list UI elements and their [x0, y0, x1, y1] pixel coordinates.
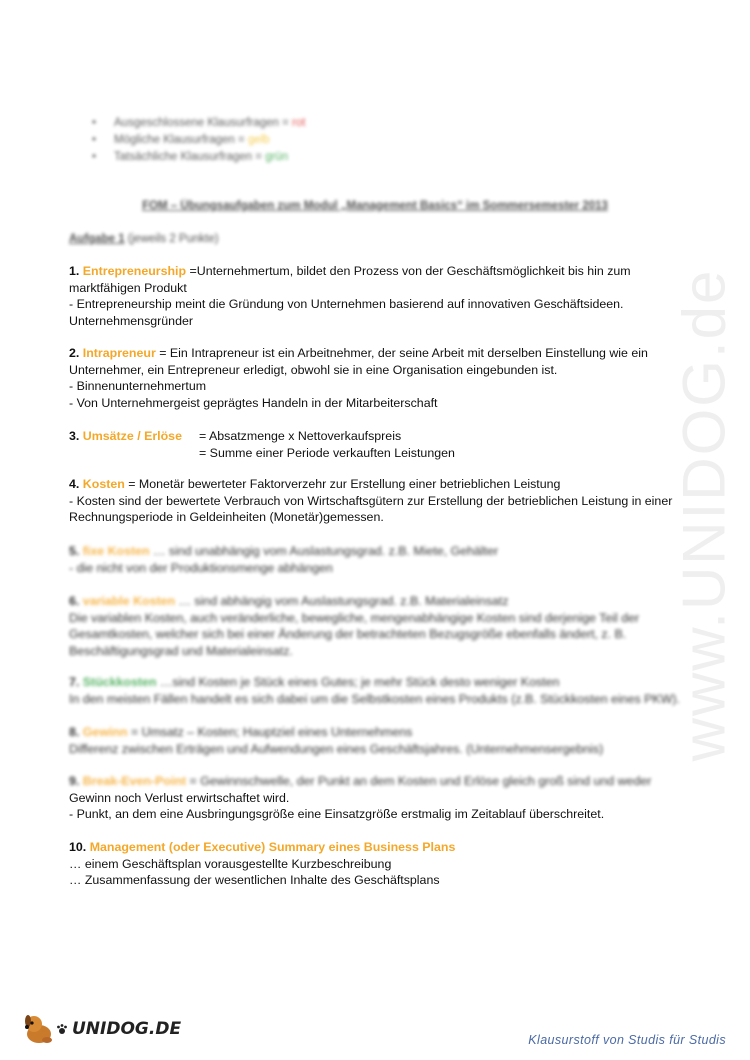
paw-icon [56, 1023, 68, 1035]
question-number: 6. [69, 594, 80, 608]
question-10 [69, 839, 689, 889]
question-term: Break-Even-Point [82, 774, 187, 788]
legend-color-word: rot [292, 117, 306, 129]
legend-label: Ausgeschlossene Klausurfragen = [114, 117, 293, 129]
legend-label: Tatsächliche Klausurfragen = [114, 151, 266, 163]
logo-text: UNIDOG.DE [72, 1018, 182, 1039]
answer-line: … Zusammenfassung der wesentlichen Inhalte des Geschäftsplans [69, 873, 440, 888]
legend-label: Mögliche Klausurfragen = [114, 134, 248, 146]
legend-item [92, 132, 305, 149]
answer-line: Unternehmensgründer [69, 313, 193, 328]
question-number: 9. [69, 774, 80, 788]
answer-line: …sind Kosten je Stück eines Gutes; je mehr Stück desto weniger Kosten [156, 675, 560, 689]
answer-line: marktfähigen Produkt [69, 280, 187, 295]
question-number: 4. [69, 477, 80, 491]
question-9 [69, 773, 689, 823]
answer-line: … einem Geschäftsplan vorausgestellte Kurzbeschreibung [69, 856, 392, 871]
answer-line: Unternehmer, ein Entrepreneur erledigt, obwohl sie in eine Organisation eingebunden ist. [69, 362, 558, 377]
answer-line: = Gewinnschwelle, der Punkt an dem Kosten und Erlöse gleich groß sind und weder [186, 774, 652, 788]
task-points: (jeweils 2 Punkte) [124, 233, 219, 245]
question-term: Entrepreneurship [82, 264, 187, 278]
legend-color-word: grün [265, 151, 289, 163]
answer-line: =Unternehmertum, bildet den Prozess von der Geschäftsmöglichkeit bis hin zum [186, 264, 631, 278]
question-8 [69, 724, 689, 757]
question-term: Gewinn [82, 725, 128, 739]
dog-icon [22, 1012, 56, 1046]
question-term: Management (oder Executive) Summary eines Business Plans [89, 840, 456, 854]
question-5 [69, 543, 689, 576]
answer-line: = Umsatz – Kosten; Hauptziel eines Unternehmens [127, 725, 413, 739]
footer-tagline: Klausurstoff von Studis für Studis [528, 1033, 726, 1047]
question-term: Intrapreneur [82, 346, 156, 360]
question-number: 3. [69, 429, 80, 443]
legend-item [92, 115, 305, 132]
bullet-icon: • [92, 134, 97, 146]
answer-line: Beschäftigungsgrad und Materialeinsatz. [69, 643, 293, 658]
unidog-logo [22, 1012, 181, 1046]
answer-line: Rechnungsperiode in Geldeinheiten (Monetär)gemessen. [69, 510, 384, 525]
question-number: 2. [69, 346, 80, 360]
watermark-text: www.UNIDOG.de [670, 268, 738, 762]
page-heading: FOM – Übungsaufgaben zum Modul „Management Basics“ im Sommersemester 2013 [142, 200, 608, 212]
question-2 [69, 345, 689, 411]
answer-line: - die nicht von der Produktionsmenge abhängen [69, 560, 333, 575]
task-label: Aufgabe 1 [69, 233, 125, 245]
question-3 [69, 428, 689, 461]
question-4 [69, 476, 689, 526]
legend-color-word: gelb [247, 134, 270, 146]
question-term: Kosten [82, 477, 125, 491]
question-term: Stückkosten [82, 675, 157, 689]
answer-line: - Binnenunternehmertum [69, 379, 207, 394]
task-title [69, 231, 219, 248]
answer-line: Gewinn noch Verlust erwirtschaftet wird. [69, 790, 290, 805]
answer-line: - Punkt, an dem eine Ausbringungsgröße eine Einsatzgröße erstmalig im Zeitablauf überschreitet. [69, 807, 605, 822]
answer-line: = Monetär bewerteter Faktorverzehr zur Erstellung einer betrieblichen Leistung [124, 477, 561, 491]
question-number: 1. [69, 264, 80, 278]
answer-line: … sind abhängig vom Auslastungsgrad. z.B. Materialeinsatz [175, 594, 509, 608]
question-term: Umsätze / Erlöse [82, 429, 182, 443]
answer-line: = Summe einer Periode verkauften Leistungen [199, 445, 455, 460]
bullet-icon: • [92, 117, 97, 129]
legend-item [92, 149, 305, 166]
question-1 [69, 263, 689, 329]
answer-line: = Absatzmenge x Nettoverkaufspreis [199, 429, 402, 443]
answer-line: Die variablen Kosten, auch veränderliche, bewegliche, mengenabhängige Kosten sind derjenige Teil der [69, 610, 640, 625]
answer-line: - Von Unternehmergeist geprägtes Handeln in der Mitarbeiterschaft [69, 395, 438, 410]
question-number: 8. [69, 725, 80, 739]
answer-line: Differenz zwischen Erträgen und Aufwendungen eines Geschäftsjahres. (Unternehmensergebnis) [69, 741, 604, 756]
question-number: 7. [69, 675, 80, 689]
bullet-icon: • [92, 151, 97, 163]
question-number: 10. [69, 840, 87, 854]
question-6 [69, 593, 689, 659]
question-number: 5. [69, 544, 80, 558]
answer-line: - Entrepreneurship meint die Gründung von Unternehmen basierend auf innovativen Geschäftsideen. [69, 297, 624, 312]
question-term: variable Kosten [82, 594, 176, 608]
question-term: fixe Kosten [82, 544, 150, 558]
answer-line: = Ein Intrapreneur ist ein Arbeitnehmer, der seine Arbeit mit derselben Einstellung wie ein [155, 346, 648, 360]
answer-line: Gesamtkosten, welcher sich bei einer Änderung der betrachteten Bezugsgröße ebenfalls ändert, z. B. [69, 627, 627, 642]
legend [92, 115, 305, 166]
answer-line: - Kosten sind der bewertete Verbrauch von Wirtschaftsgütern zur Erstellung der betrieblichen Leistung in einer [69, 493, 673, 508]
answer-line: In den meisten Fällen handelt es sich dabei um die Selbstkosten eines Produkts (z.B. Stückkosten eines PKW). [69, 691, 680, 706]
question-7 [69, 674, 689, 707]
answer-line: … sind unabhängig vom Auslastungsgrad. z.B. Miete, Gehälter [149, 544, 499, 558]
